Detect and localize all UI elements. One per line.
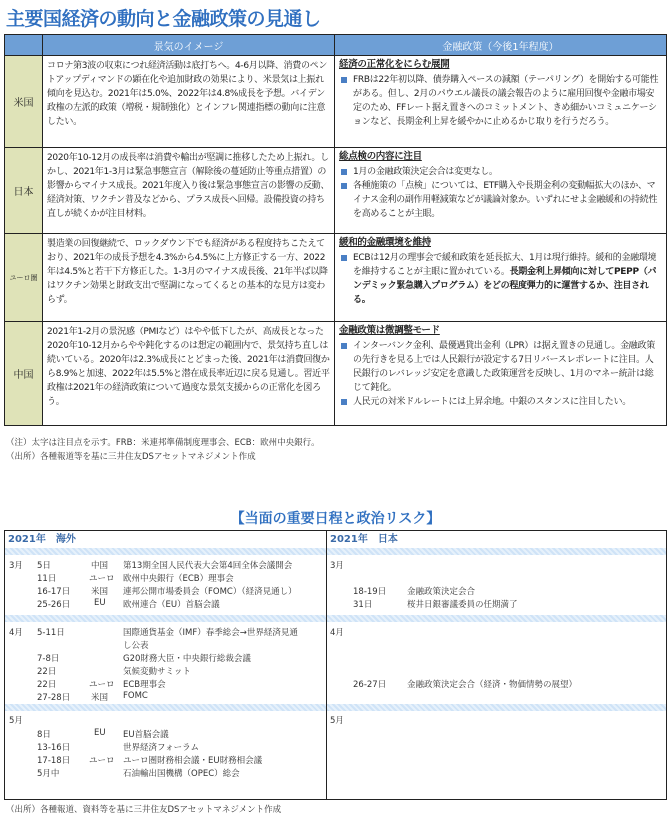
event-region: EU — [94, 598, 106, 608]
outlook-cell: コロナ第3波の収束につれ経済活動は底打ちへ。4-6月以降、消費のペントアップディマンドの顕在化や追加財政の効果により、米景気は上振れ傾向を見込む。2021年は5.0%、2022年は4.8%成長を予想。バイデン政権の左派的政策（増税・規制強化）とインフレ関連指標の動向に注意したい。 — [43, 56, 335, 148]
overseas-column — [5, 531, 327, 799]
divider-stripe — [5, 704, 326, 711]
policy-heading: 緩和的金融環境を維持 — [339, 237, 432, 248]
event-name: EU首脳会議 — [123, 730, 169, 740]
divider-stripe — [327, 704, 666, 711]
outlook-table — [4, 34, 667, 426]
policy-cell — [335, 322, 667, 426]
event-name: 金融政策決定会合（経済・物価情勢の展望） — [407, 680, 578, 690]
country-cell: 中国 — [5, 322, 43, 426]
square-bullet-icon — [341, 255, 347, 261]
header-policy: 金融政策（今後1年程度） — [335, 35, 667, 56]
event-region: ユーロ — [89, 574, 115, 584]
event-date: 18-19日 — [353, 587, 387, 597]
month-block — [327, 555, 666, 615]
japan-column — [327, 531, 666, 799]
event-date: 5日 — [37, 561, 51, 571]
square-bullet-icon — [341, 343, 347, 349]
policy-heading: 経済の正常化をにらむ展開 — [339, 59, 450, 70]
event-region: 中国 — [91, 561, 109, 571]
outlook-cell: 製造業の回復継続で、ロックダウン下でも経済がある程度持ちこたえており、2021年の成長予想を4.3%から4.5%に上方修正する一方、2022年は4.5%と若干下方修正した。1-3月のマイナス成長後、21年半ば以降はワクチン効果と財政支出で堅調になってくるとの基本的な見方は変わらず。 — [43, 234, 335, 322]
month-label: 4月 — [9, 628, 23, 638]
page-title: 主要国経済の動向と金融政策の見通し — [6, 8, 321, 30]
month-label: 5月 — [330, 716, 344, 726]
event-name: ECB理事会 — [123, 680, 166, 690]
country-cell: ユーロ圏 — [5, 234, 43, 322]
event-region: ユーロ — [89, 680, 115, 690]
outlook-cell: 2020年10-12月の成長率は消費や輸出が堅調に推移したため上振れ。しかし、2021年1-3月は緊急事態宣言（解除後の蔓延防止等重点措置）の影響からマイナス成長。2021年度入り後は緊急事態宣言の影響の反動、経済対策、ワクチン普及などから、プラス成長へ回帰。設備投資の持ち直しが続くかが注目材料。 — [43, 148, 335, 234]
event-date: 5月中 — [37, 769, 60, 779]
event-date: 22日 — [37, 667, 57, 677]
table-row — [5, 56, 667, 148]
month-block — [327, 622, 666, 704]
square-bullet-icon — [341, 169, 347, 175]
event-name: 世界経済フォーラム — [123, 743, 199, 753]
event-date: 25-26日 — [37, 600, 71, 610]
country-cell: 米国 — [5, 56, 43, 148]
event-date: 11日 — [37, 574, 57, 584]
source-line: （出所）各種報道等を基に三井住友DSアセットマネジメント作成 — [6, 452, 256, 462]
divider-stripe — [5, 548, 326, 555]
divider-stripe — [5, 615, 326, 622]
policy-bullet: 1月の金融政策決定会合は変更なし。 — [339, 165, 662, 179]
event-name: 石油輸出国機構（OPEC）総会 — [123, 769, 240, 779]
month-block — [5, 711, 326, 801]
event-name: 桜井日銀審議委員の任期満了 — [407, 600, 518, 610]
schedule-title: 【当面の重要日程と政治リスク】 — [230, 511, 441, 527]
policy-heading: 総点検の内容に注目 — [339, 151, 422, 162]
policy-bullet: 各種施策の「点検」については、ETF購入や長期金利の変動幅拡大のほか、マイナス金利の副作用軽減策などが議論対象か。いずれにせよ金融緩和の持続性を高めることが主眼。 — [339, 179, 662, 221]
event-name: 気候変動サミット — [123, 667, 191, 677]
month-label: 3月 — [330, 561, 344, 571]
table-row — [5, 322, 667, 426]
event-date: 8日 — [37, 730, 51, 740]
month-block — [5, 622, 326, 704]
table-row — [5, 234, 667, 322]
policy-bullet — [339, 251, 662, 307]
event-date: 5-11日 — [37, 628, 65, 638]
event-name: FOMC — [123, 691, 148, 701]
square-bullet-icon — [341, 183, 347, 189]
table-header-row — [5, 35, 667, 56]
note-line: （注）太字は注目点を示す。FRB：米連邦準備制度理事会、ECB：欧州中央銀行。 — [6, 438, 320, 448]
policy-cell — [335, 148, 667, 234]
policy-heading: 金融政策は微調整モード — [339, 325, 440, 336]
event-date: 17-18日 — [37, 756, 71, 766]
event-date: 31日 — [353, 600, 373, 610]
schedule-source: （出所）各種報道、資料等を基に三井住友DSアセットマネジメント作成 — [6, 805, 282, 815]
outlook-cell: 2021年1-2月の景況感（PMIなど）はやや低下したが、高成長となった2020年10-12月からやや鈍化するのは想定の範囲内で、景気持ち直しは続いている。2020年は2.3%成長にとどまった後、2021年は消費回復から8.9%と加速、2022年は5.5%と潜在成長率近辺に戻る見通し。習近平政権は2021年の経済政策について過度な景気支援からの正常化を図ろう。 — [43, 322, 335, 426]
event-name: ユーロ圏財務相会議・EU財務相会議 — [123, 756, 263, 766]
policy-cell — [335, 56, 667, 148]
month-label: 4月 — [330, 628, 344, 638]
event-name: 金融政策決定会合 — [407, 587, 476, 597]
country-cell: 日本 — [5, 148, 43, 234]
event-name: 国際通貨基金（IMF）春季総会→世界経済見通 — [123, 628, 298, 638]
schedule-table — [4, 530, 667, 800]
table-row — [5, 148, 667, 234]
bullet-text-bold: 長期金利上昇傾向に対してPEPP（パンデミック緊急購入プログラム）をどの程度弾力的に運営するか、注目される。 — [353, 267, 657, 305]
event-region: EU — [94, 728, 106, 738]
event-region: 米国 — [91, 587, 109, 597]
japan-header: 2021年 日本 — [330, 534, 398, 545]
event-date: 13-16日 — [37, 743, 71, 753]
month-block — [327, 711, 666, 801]
month-label: 5月 — [9, 716, 23, 726]
event-name-continued: し公表 — [123, 641, 149, 651]
event-date: 16-17日 — [37, 587, 71, 597]
event-date: 27-28日 — [37, 693, 71, 703]
square-bullet-icon — [341, 77, 347, 83]
event-name: 欧州中央銀行（ECB）理事会 — [123, 574, 234, 584]
event-region: ユーロ — [89, 756, 115, 766]
event-date: 7-8日 — [37, 654, 60, 664]
event-date: 22日 — [37, 680, 57, 690]
event-name: 第13期全国人民代表大会第4回全体会議開会 — [123, 561, 293, 571]
event-name: 欧州連合（EU）首脳会議 — [123, 600, 220, 610]
event-date: 26-27日 — [353, 680, 387, 690]
header-corner — [5, 35, 43, 56]
overseas-header: 2021年 海外 — [8, 534, 76, 545]
bullet-text: ECBは12月の理事会で緩和政策を延長拡大、1月は現行維持。緩和的金融環境を維持することが主眼に置かれている。 — [353, 253, 657, 277]
event-name: 連邦公開市場委員会（FOMC）（経済見通し） — [123, 587, 297, 597]
divider-stripe — [327, 548, 666, 555]
event-region: 米国 — [91, 693, 109, 703]
policy-bullet: 人民元の対米ドルレートには上昇余地。中銀のスタンスに注目したい。 — [339, 395, 662, 409]
square-bullet-icon — [341, 399, 347, 405]
event-name: G20財務大臣・中央銀行総裁会議 — [123, 654, 251, 664]
month-block — [5, 555, 326, 615]
policy-bullet: FRBは22年初以降、債券購入ペースの減額（テーパリング）を開始する可能性がある。但し、2月のパウエル議長の議会報告のように雇用回復や金融市場安定のため、FFレート据え置きへのコミットメント、きめ細かいコミュニケーションなど、長期金利上昇を緩やかに止めるかじ取りを行うだろう。 — [339, 73, 662, 129]
header-outlook: 景気のイメージ — [43, 35, 335, 56]
policy-cell — [335, 234, 667, 322]
month-label: 3月 — [9, 561, 23, 571]
policy-bullet: インターバンク金利、最優遇貸出金利（LPR）は据え置きの見通し。金融政策の先行きを見る上では人民銀行が設定する7日リバースレポレートに注目。人民銀行のレバレッジ安定を意識した政策運営を反映し、1月のマネー統計は総じて鈍化。 — [339, 339, 662, 395]
divider-stripe — [327, 615, 666, 622]
